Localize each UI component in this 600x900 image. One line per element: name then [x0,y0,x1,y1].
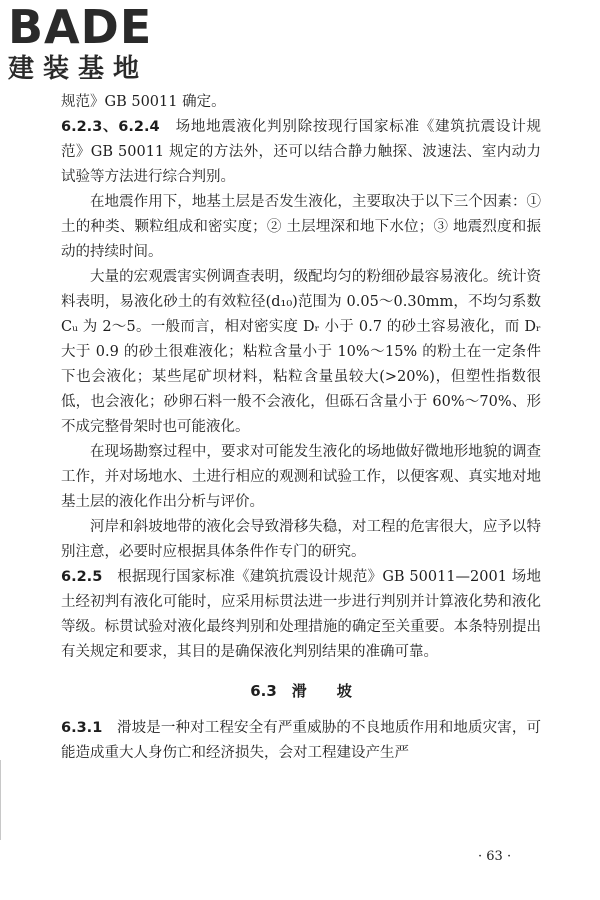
paragraph-statistics: 大量的宏观震害实例调查表明，级配均匀的粉细砂最容易液化。统计资料表明，易液化砂土的有效粒径(d₁₀)范围为 0.05～0.30mm，不均匀系数 Cᵤ 为 2～5。一般而言，相对密实度 Dᵣ 小于 0.7 的砂土容易液化，而 Dᵣ 大于 0.9 的砂土很难液化；粘粒含量小于 10%～15% 的粉土在一定条件下也会液化；某些尾矿坝材料，粘粒含量虽较大(>20%)，但塑性指数很低，也会液化；砂卵石料一般不会液化，但砾石含量小于 60%～70%、形不成完整骨架时也可能液化。 [61,269,541,435]
paragraph-liquefaction-factors: 在地震作用下，地基土层是否发生液化，主要取决于以下三个因素：① 土的种类、颗粒组成和密实度；② 土层埋深和地下水位；③ 地震烈度和振动的持续时间。 [61,194,541,260]
page-number: · 63 · [478,849,512,864]
paragraph-site-survey: 在现场勘察过程中，要求对可能发生液化的场地做好微地形地貌的调查工作，并对场地水、土进行相应的观测和试验工作，以便客观、真实地对地基土层的液化作出分析与评价。 [61,444,541,510]
clause-6-2-5: 6.2.5 根据现行国家标准《建筑抗震设计规范》GB 50011—2001 场地土经初判有液化可能时，应采用标贯法进一步进行判别并计算液化势和液化等级。标贯试验对液化最终判别和处理措施的确定至关重要。本条特别提出有关规定和要求，其目的是确保液化判别结果的准确可靠。 [61,569,542,660]
clause-number: 6.3.1 [61,720,103,736]
clause-number: 6.2.3、6.2.4 [61,119,160,135]
paragraph-continuation: 规范》GB 50011 确定。 [61,94,226,110]
clause-number: 6.2.5 [61,569,103,585]
bade-logo [8,0,178,88]
logo-wordmark: BADE [8,0,153,54]
scan-edge-line [0,760,1,840]
clause-6-3-1: 6.3.1 滑坡是一种对工程安全有严重威胁的不良地质作用和地质灾害，可能造成重大人身伤亡和经济损失，会对工程建设产生严 [61,720,542,761]
page-body [61,90,541,766]
section-heading: 6.3 滑 坡 [250,682,352,700]
logo-subtitle: 建装基地 [8,54,149,84]
paragraph-riverbank: 河岸和斜坡地带的液化会导致滑移失稳，对工程的危害很大，应予以特别注意，必要时应根据具体条件作专门的研究。 [61,519,541,560]
clause-6-2-3-6-2-4: 6.2.3、6.2.4 场地地震液化判别除按现行国家标准《建筑抗震设计规范》GB 50011 规定的方法外，还可以结合静力触探、波速法、室内动力试验等方法进行综合判别。 [61,119,542,185]
